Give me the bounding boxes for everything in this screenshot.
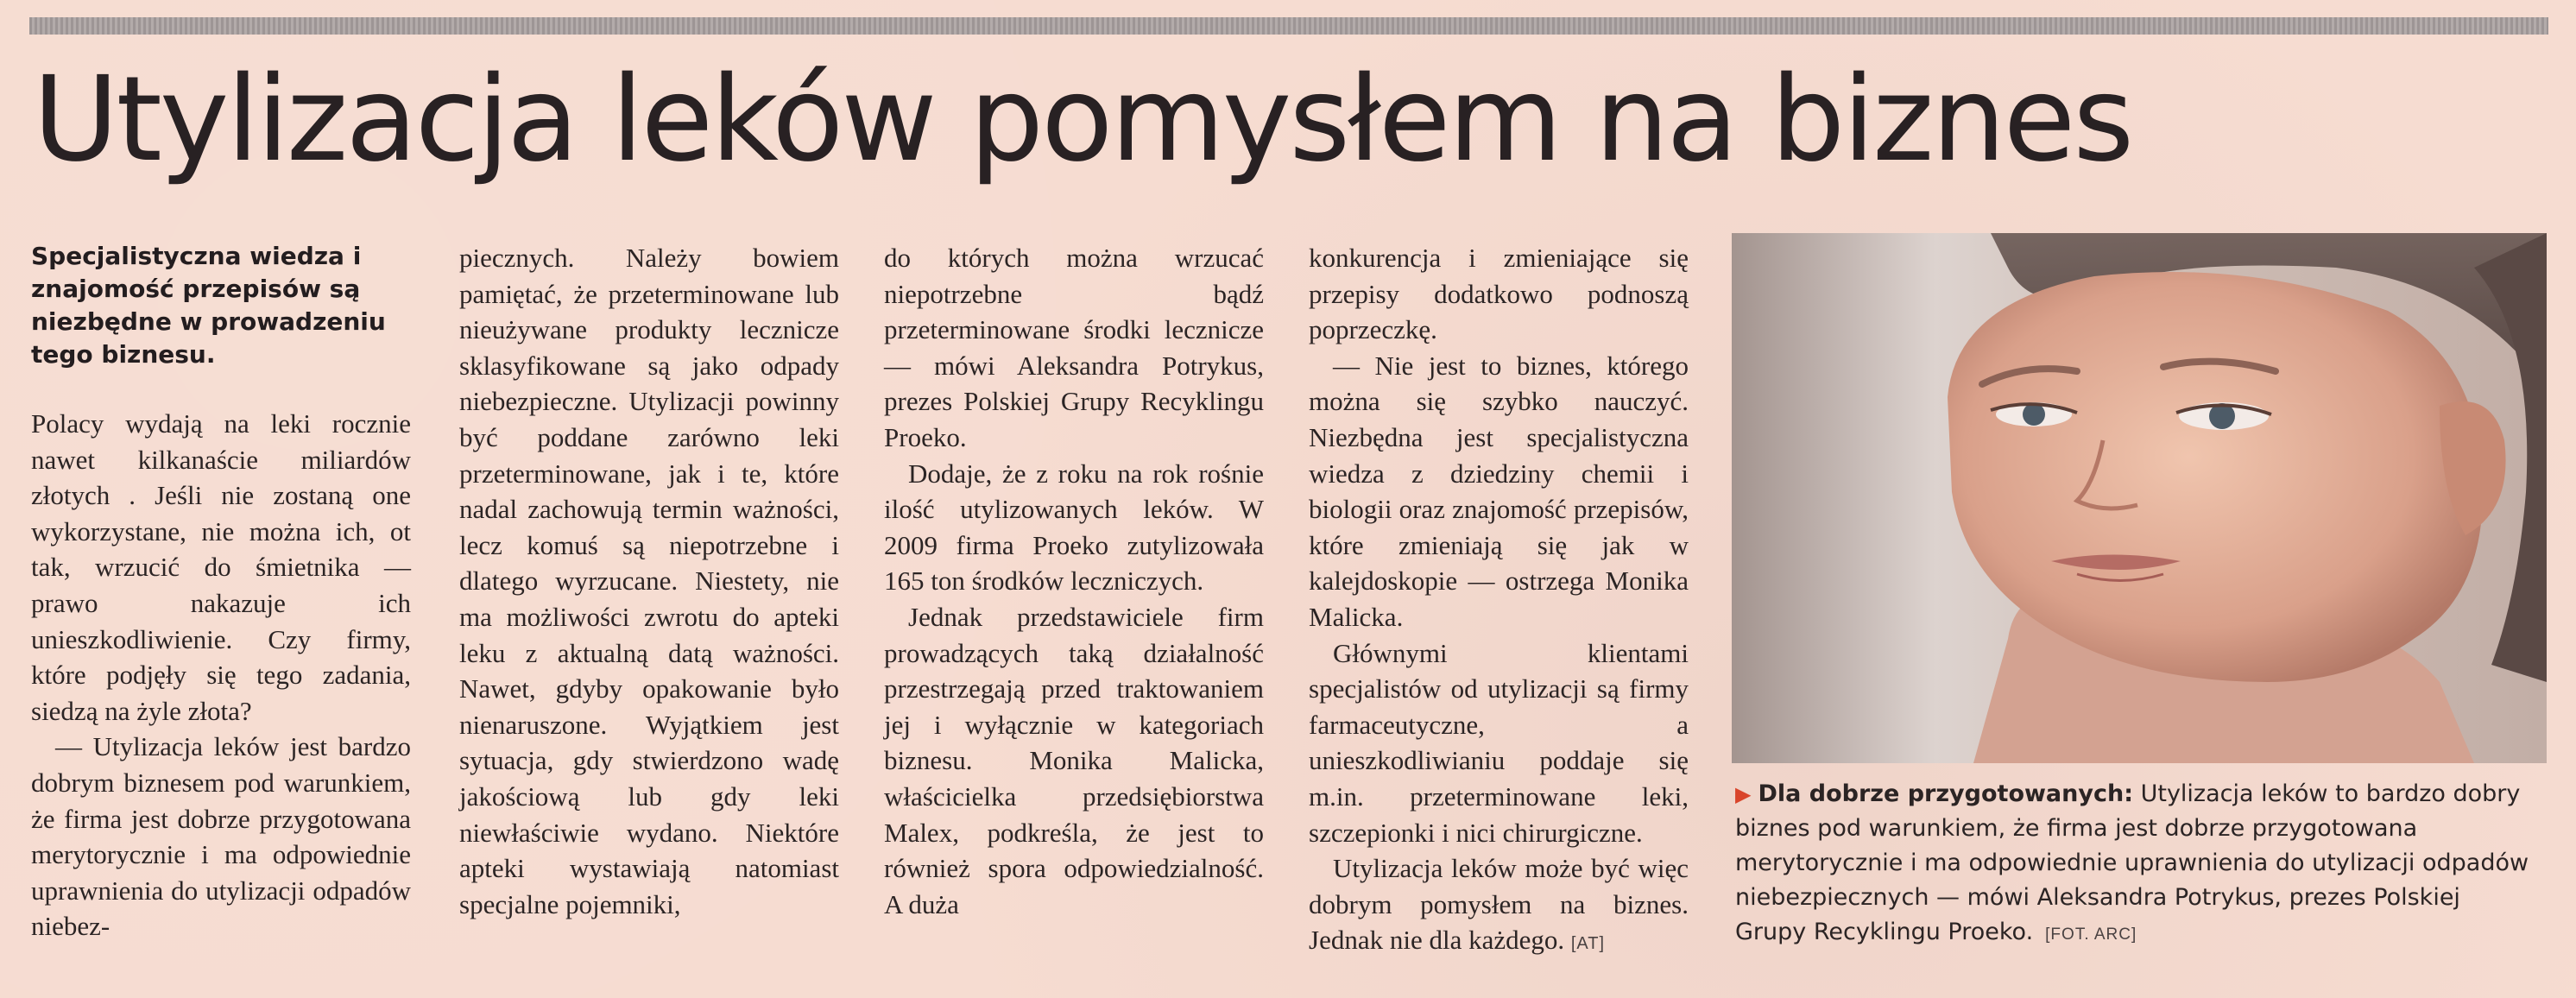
column-4 bbox=[1309, 240, 1689, 963]
column-2 bbox=[459, 240, 839, 922]
paragraph-text: Utylizacja leków może być więc dobrym pomysłem na biznes. Jednak nie dla każdego. bbox=[1309, 853, 1689, 956]
paragraph: piecznych. Należy bowiem pamiętać, że przeterminowane lub nieużywane produkty lecznicze sklasyfikowane są jako odpady niebezpieczne. Utylizacji powinny być poddane zarówno leki przeterminowane, jak i te, które nadal zachowują termin ważności, lecz komuś są niepotrzebne i dlatego wyrzucane. Niestety, nie ma możliwości zwrotu do apteki leku z aktualną datą ważności. Nawet, gdyby opakowanie było nienaruszone. Wyjątkiem jest sytuacja, gdy stwierdzono wadę jakościową lub gdy leki niewłaściwie wydano. Niektóre apteki wystawiają natomiast specjalne pojemniki, bbox=[459, 243, 839, 919]
paragraph bbox=[1309, 850, 1689, 963]
paragraph: — Utylizacja leków jest bardzo dobrym biznesem pod warunkiem, że firma jest dobrze przygotowana merytorycznie i ma odpowiednie uprawnienia do utylizacji odpadów niebez- bbox=[31, 731, 411, 942]
paragraph: Polacy wydają na leki rocznie nawet kilkanaście miliardów złotych . Jeśli nie zostaną one wykorzystane, nie można ich, ot tak, wrzucić do śmietnika — prawo nakazuje ich unieszkodliwienie. Czy firmy, które podjęły się tego zadania, siedzą na żyle złota? bbox=[31, 408, 411, 726]
article-body bbox=[0, 240, 1718, 965]
paragraph: Jednak przedstawiciele firm prowadzących taką działalność przestrzegają przed traktowaniem jej i wyłącznie w kategoriach biznesu. Monika Malicka, właścicielka przedsiębiorstwa Malex, podkreśla, że jest to również spora odpowiedzialność. A duża bbox=[884, 601, 1264, 919]
caption-body: Utylizacja leków to bardzo dobry biznes pod warunkiem, że firma jest dobrze przygotowana merytorycznie i ma odpowiednie uprawnienia do utylizacji odpadów niebezpiecznych — mówi Aleksandra Potrykus, prezes Polskiej Grupy Recyklingu Proeko. bbox=[1735, 780, 2529, 945]
paragraph: — Nie jest to biznes, którego można się szybko nauczyć. Niezbędna jest specjalistyczna wiedza z dziedziny chemii i biologii oraz znajomość przepisów, które zmieniają się jak w kalejdoskopie — ostrzega Monika Malicka. bbox=[1309, 350, 1689, 632]
paragraph: konkurencja i zmieniające się przepisy dodatkowo podnoszą poprzeczkę. bbox=[1309, 243, 1689, 345]
paragraph: Głównymi klientami specjalistów od utylizacji są firmy farmaceutyczne, a unieszkodliwianiu poddaje się m.in. przeterminowane leki, szczepionki i nici chirurgiczne. bbox=[1309, 637, 1689, 848]
column-1 bbox=[31, 240, 411, 944]
caption-text bbox=[1735, 777, 2538, 952]
photo-credit: [FOT. ARC] bbox=[2045, 925, 2137, 944]
portrait-photo bbox=[1732, 233, 2547, 763]
author-signoff: [AT] bbox=[1570, 934, 1606, 954]
column-3 bbox=[884, 240, 1264, 922]
portrait-image bbox=[1732, 233, 2547, 763]
photo-caption bbox=[1735, 777, 2538, 952]
headline: Utylizacja leków pomysłem na biznes bbox=[33, 52, 2132, 188]
triangle-right-icon: ▶ bbox=[1735, 782, 1752, 806]
article-lead: Specjalistyczna wiedza i znajomość przepisów są niezbędne w prowadzeniu tego biznesu. bbox=[31, 242, 386, 369]
caption-lead: Dla dobrze przygotowanych: bbox=[1758, 780, 2133, 807]
top-rule-divider bbox=[29, 17, 2548, 35]
paragraph: Dodaje, że z roku na rok rośnie ilość utylizowanych leków. W 2009 firma Proeko zutylizowała 165 ton środków leczniczych. bbox=[884, 458, 1264, 597]
paragraph: do których można wrzucać niepotrzebne bądź przeterminowane środki lecznicze — mówi Aleksandra Potrykus, prezes Polskiej Grupy Recyklingu Proeko. bbox=[884, 243, 1264, 452]
